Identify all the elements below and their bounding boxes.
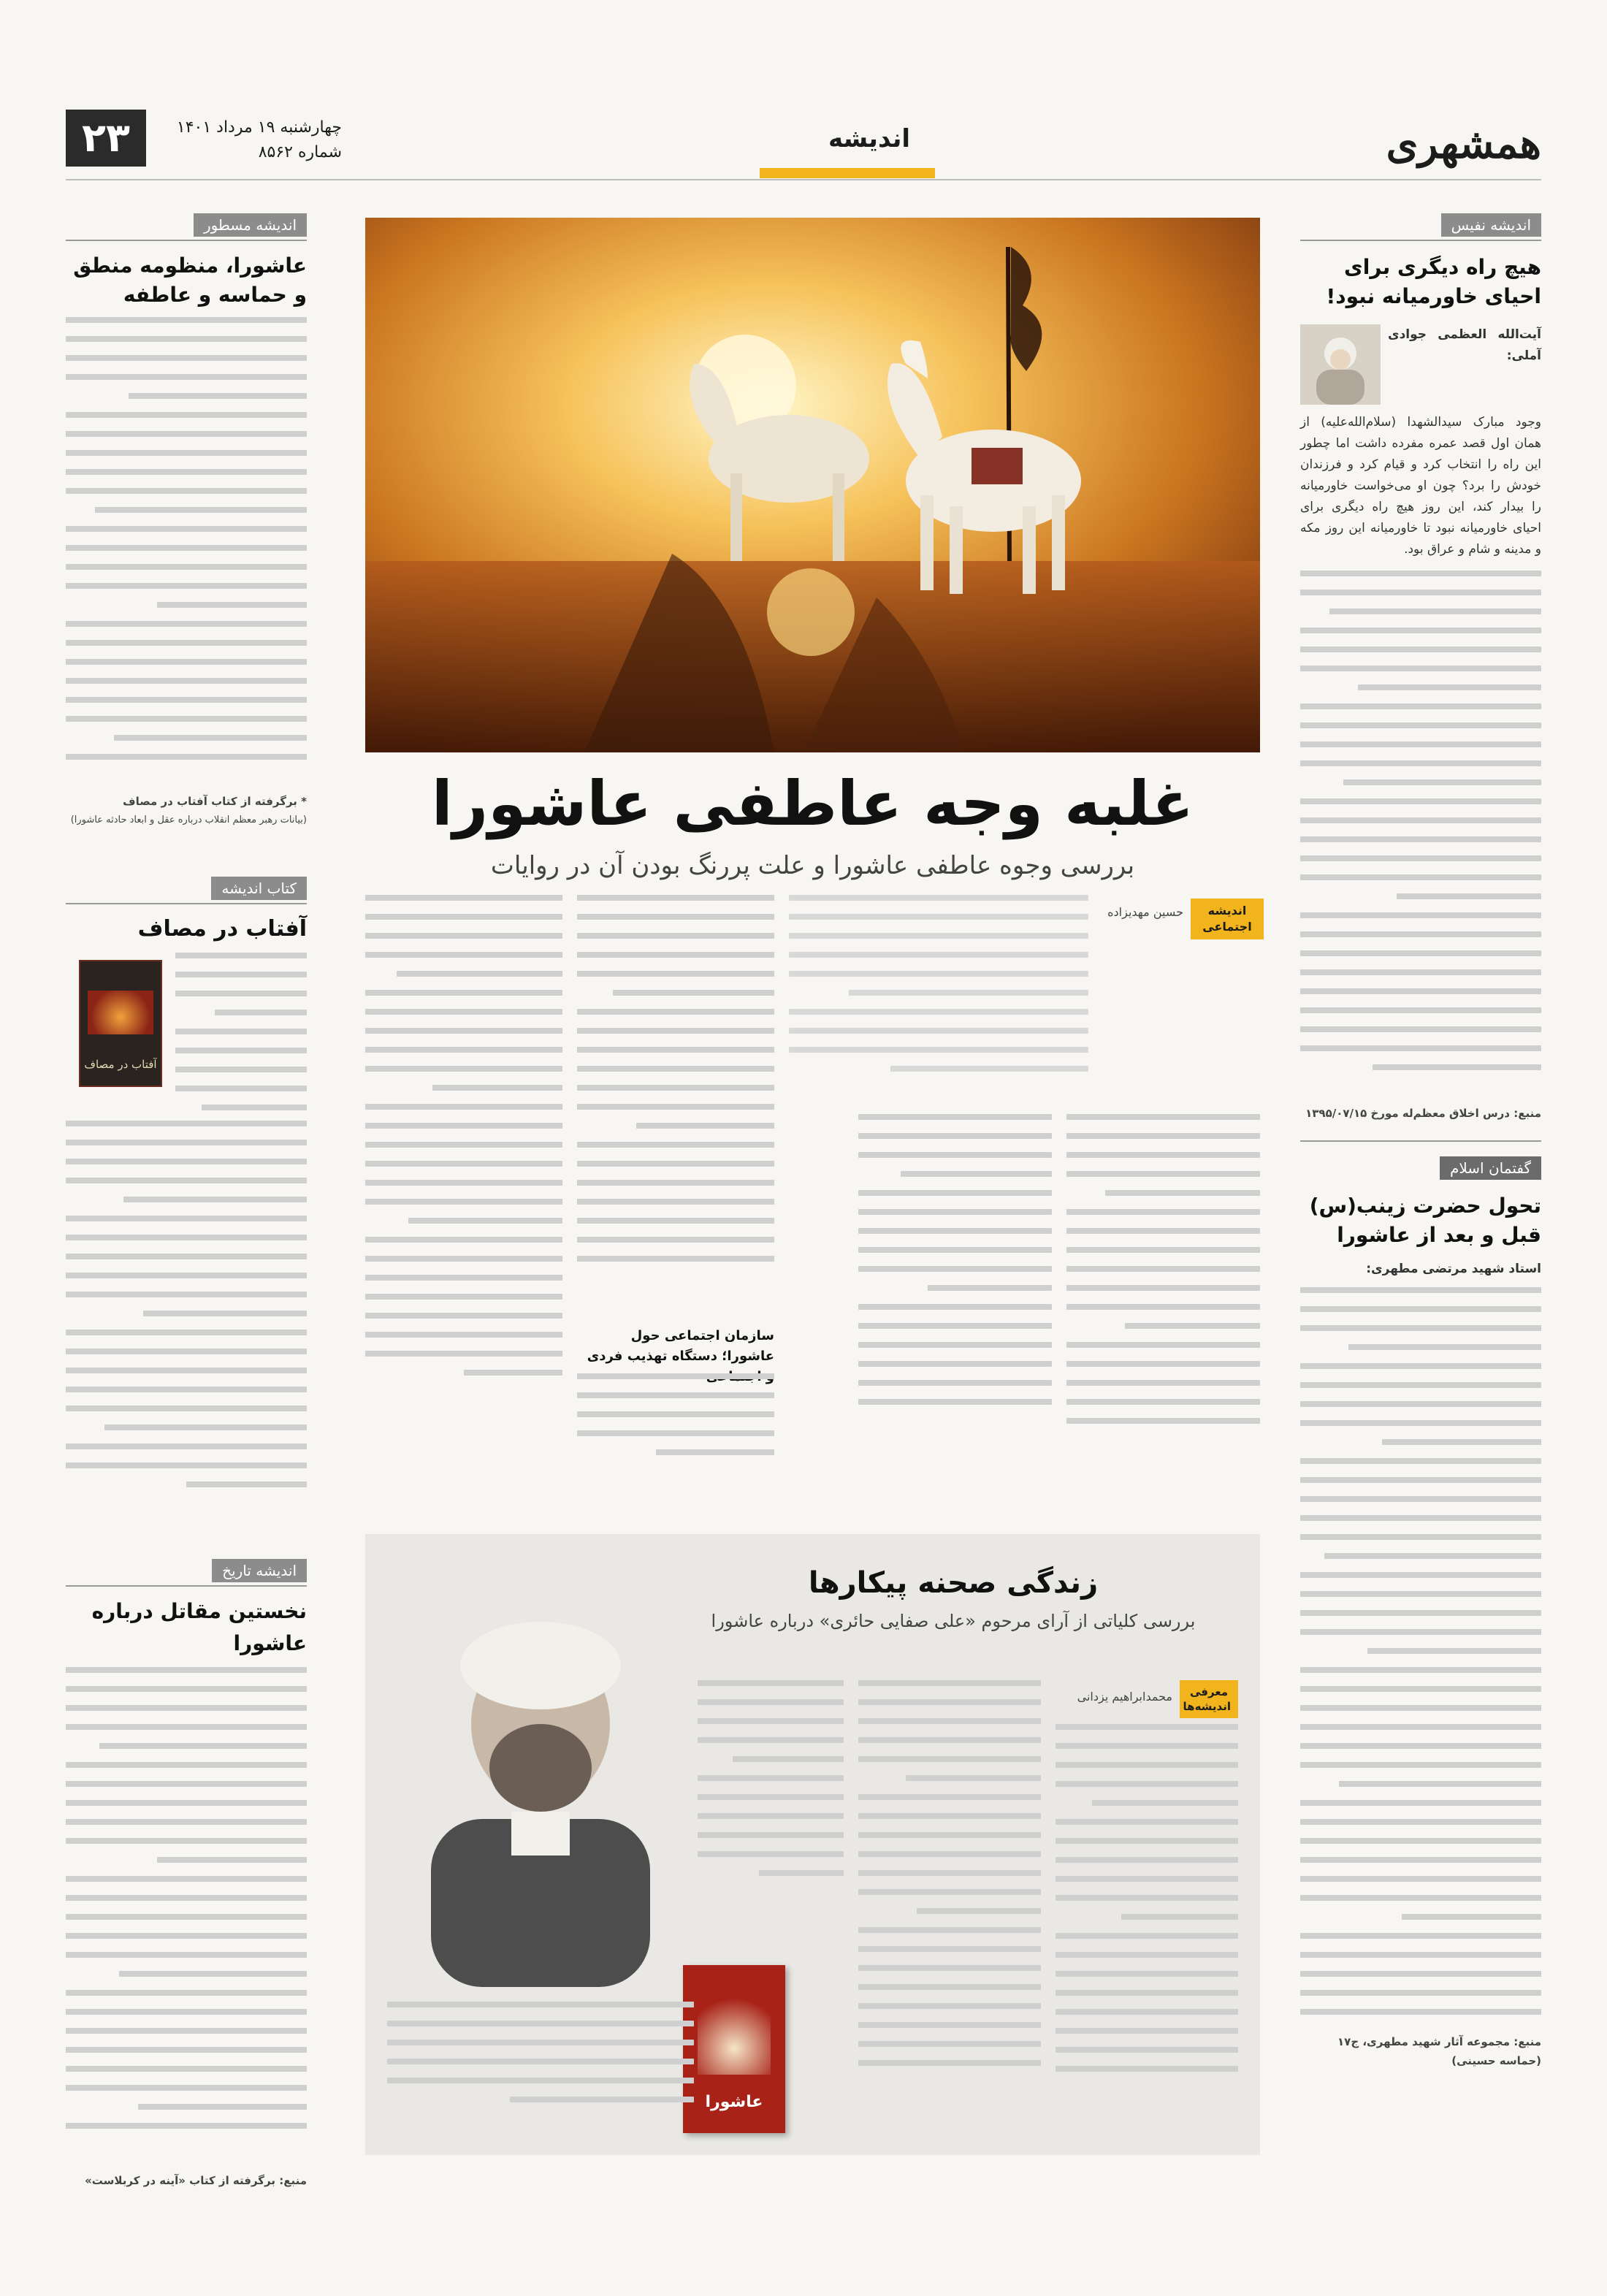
left-rule-2 [66, 903, 307, 904]
box-col-1 [1056, 1724, 1238, 2140]
top-divider [66, 179, 1541, 180]
author-block [1300, 324, 1541, 412]
author-tag-label: اندیشه اجتماعی [1191, 899, 1264, 939]
left-note-2: (بیانات رهبر معظم انقلاب درباره عقل و ابعاد حادثه عاشورا) [70, 815, 307, 825]
right-title[interactable]: هیچ راه دیگری برای احیای خاورمیانه نبود! [1326, 255, 1541, 308]
date-info [152, 115, 342, 165]
right-label: اندیشه نفیس [1441, 213, 1541, 237]
left-title[interactable]: عاشورا، منظومه منطق و حماسه و عاطفه [73, 253, 307, 307]
right-source-2: منبع: مجموعه آثار شهید مطهری، ج۱۷ (حماسه حسینی) [1337, 2035, 1541, 2067]
author-photo [1300, 324, 1381, 405]
box-portrait[interactable] [387, 1578, 694, 1987]
box-book-art [698, 1987, 771, 2075]
left-title-3[interactable]: نخستین مقاتل درباره عاشورا [91, 1599, 307, 1655]
right-rule-2 [1300, 1140, 1541, 1142]
right-rule [1300, 240, 1541, 241]
right-body-lines-2 [1300, 1287, 1541, 2032]
main-col-4 [365, 895, 562, 1483]
right-body-lines [1300, 571, 1541, 1104]
main-title[interactable]: غلبه وجه عاطفی عاشورا [431, 768, 1194, 839]
book-cover-title: آفتاب در مصاف [84, 1058, 157, 1071]
left-rule [66, 240, 307, 241]
box-author-tag [1180, 1680, 1238, 1718]
left-label: اندیشه مسطور [194, 213, 307, 237]
section-title: اندیشه [828, 124, 911, 153]
box-subtitle: بررسی کلیاتی از آرای مرحوم «علی صفایی حائری» درباره عاشورا [711, 1611, 1196, 1631]
left-source-3: منبع: برگرفته از کتاب «آینه در کربلاست» [85, 2174, 307, 2187]
left-note: * برگرفته از کتاب آفتاب در مصاف [123, 795, 307, 808]
left-body-lines-2 [66, 1121, 307, 1530]
right-title-2[interactable]: تحول حضرت زینب(س) قبل و بعد از عاشورا [1309, 1194, 1541, 1247]
newspaper-logo[interactable]: همشهری [1386, 120, 1541, 168]
left-label-2: کتاب اندیشه [211, 877, 307, 900]
right-source: منبع: درس اخلاق معظم‌له مورخ ۱۳۹۵/۰۷/۱۵ [1305, 1107, 1541, 1120]
right-label-2: گفتمان اسلام [1440, 1156, 1541, 1180]
box-col-4 [387, 2002, 694, 2140]
box-title[interactable]: زندگی صحنه پیکارها [808, 1566, 1099, 1600]
main-intro-lines [789, 895, 1088, 1107]
section-accent-bar [760, 168, 935, 178]
main-col-2 [858, 1114, 1052, 1479]
main-author: حسین مهدیزاده [1107, 905, 1183, 919]
horse-painting-image [365, 218, 1260, 752]
book-cover-art [88, 991, 153, 1034]
right-column [1300, 213, 1541, 2156]
main-subtitle: بررسی وجوه عاطفی عاشورا و علت پررنگ بودن آن در روایات [490, 851, 1135, 880]
right-author: آیت‌الله العظمی جوادی آملی: [1388, 327, 1541, 363]
book-block [66, 953, 307, 1121]
page-number: ۲۳ [66, 110, 146, 167]
left-column [66, 213, 307, 2187]
issue-number: شماره ۸۵۶۲ [258, 143, 342, 161]
book-cover[interactable] [79, 960, 162, 1087]
right-body: وجود مبارک سیدالشهدا (سلام‌الله‌علیه) از همان اول قصد عمره مفرده داشت اما چطور این راه را انتخاب کرد و قیام کرد و فرزندان خودش را برد؟ چون او می‌خواست خاورمیانه را بیدار کند، این روز هیچ راه دیگری برای احیای خاورمیانه نبود تا خاورمیانه این روز مکه و مدینه و شام و عراق بود. [1300, 415, 1541, 557]
book-text-lines [175, 953, 307, 1113]
left-title-2[interactable]: آفتاب در مصاف [137, 916, 307, 942]
box-col-2 [858, 1680, 1041, 2140]
portrait-image [387, 1578, 694, 1987]
left-body-lines [66, 317, 307, 792]
box-book-title: عاشورا [705, 2093, 763, 2111]
box-author-tag-label: معرفی اندیشه‌ها [1180, 1680, 1238, 1718]
main-photo[interactable] [365, 218, 1260, 752]
box-col-3 [698, 1680, 844, 1936]
main-subhead: سازمان اجتماعی حول عاشورا؛ دستگاه تهذیب فردی [587, 1328, 774, 1364]
box-book-cover[interactable] [683, 1965, 785, 2133]
left-body-lines-3 [66, 1667, 307, 2171]
author-tag-main [1191, 899, 1264, 950]
masthead [66, 110, 1541, 168]
left-label-3: اندیشه تاریخ [212, 1559, 307, 1582]
issue-date: چهارشنبه ۱۹ مرداد ۱۴۰۱ [176, 118, 342, 137]
right-author-2: استاد شهید مرتضی مطهری: [1366, 1262, 1541, 1276]
main-col-3b [577, 1373, 774, 1483]
feature-box [365, 1534, 1260, 2155]
main-col-1 [1066, 1114, 1260, 1479]
left-rule-3 [66, 1585, 307, 1587]
main-col-3 [577, 895, 774, 1319]
box-author: محمدابراهیم یزدانی [1077, 1690, 1172, 1704]
